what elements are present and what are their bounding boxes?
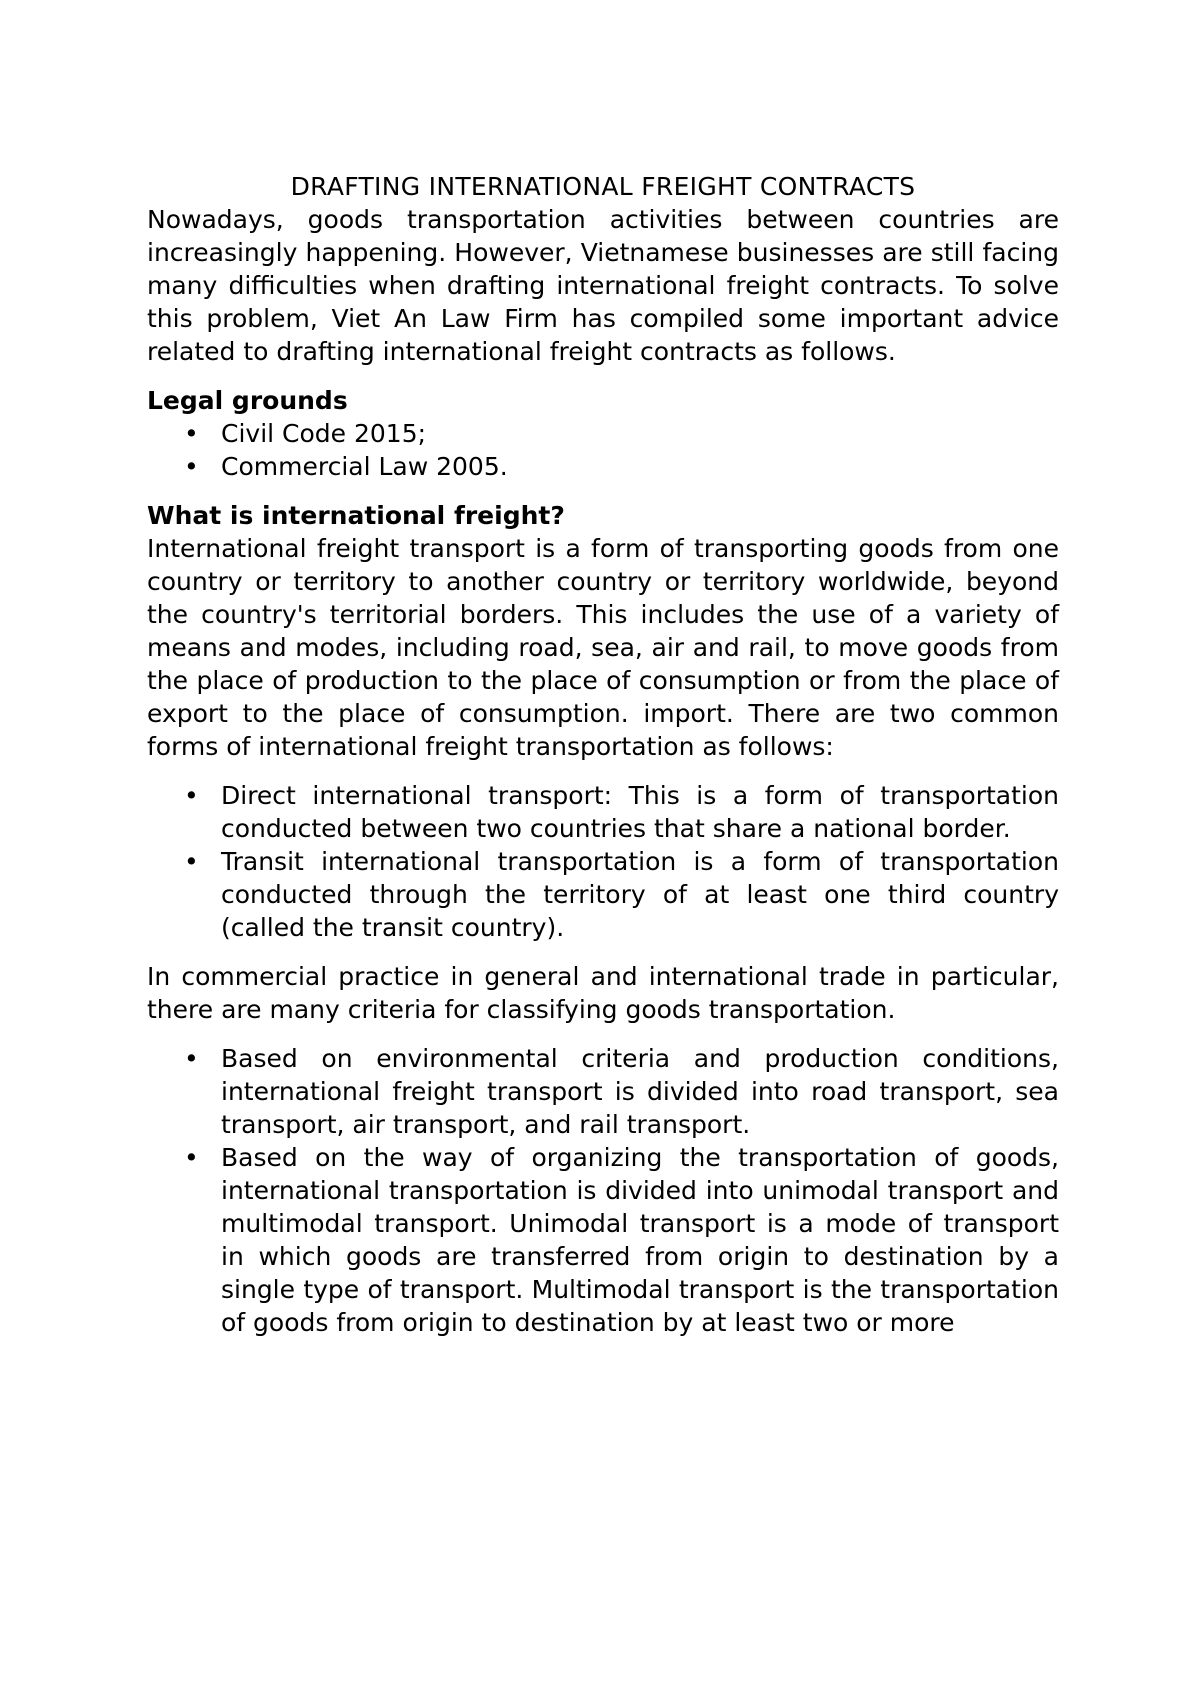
document-page xyxy=(147,170,1059,1339)
list-item: • Direct international transport: This is a form of transportation conducted between two countries that share a national border. xyxy=(221,779,1059,845)
list-item: • Transit international transportation is a form of transportation conducted through the territory of at least one third country (called the transit country). xyxy=(221,845,1059,944)
classification-paragraph: In commercial practice in general and international trade in particular, there are many criteria for classifying goods transportation. xyxy=(147,962,1059,1024)
list-item: • Civil Code 2015; xyxy=(221,417,1059,450)
classification-list xyxy=(147,1042,1059,1339)
legal-grounds-list xyxy=(147,417,1059,483)
list-item: • Based on environmental criteria and production conditions, international freight transport is divided into road transport, sea transport, air transport, and rail transport. xyxy=(221,1042,1059,1141)
document-title: DRAFTING INTERNATIONAL FREIGHT CONTRACTS xyxy=(290,172,916,201)
list-item: • Commercial Law 2005. xyxy=(221,450,1059,483)
what-is-paragraph: International freight transport is a form of transporting goods from one country or territory to another country or territory worldwide, beyond the country's territorial borders. This includes the use of a variety of means and modes, including road, sea, air and rail, to move goods from the place of production to the place of consumption or from the place of export to the place of consumption. import. There are two common forms of international freight transportation as follows: xyxy=(147,534,1059,761)
what-is-heading: What is international freight? xyxy=(147,501,565,530)
list-item: • Based on the way of organizing the transportation of goods, international transportation is divided into unimodal transport and multimodal transport. Unimodal transport is a mode of transport in which goods are transferred from origin to destination by a single type of transport. Multimodal transport is the transportation of goods from origin to destination by at least two or more xyxy=(221,1141,1059,1339)
intro-paragraph: Nowadays, goods transportation activities between countries are increasingly happening. However, Vietnamese businesses are still facing many difficulties when drafting international freight contracts. To solve this problem, Viet An Law Firm has compiled some important advice related to drafting international freight contracts as follows. xyxy=(147,205,1059,366)
forms-list xyxy=(147,779,1059,944)
legal-grounds-heading: Legal grounds xyxy=(147,386,348,415)
